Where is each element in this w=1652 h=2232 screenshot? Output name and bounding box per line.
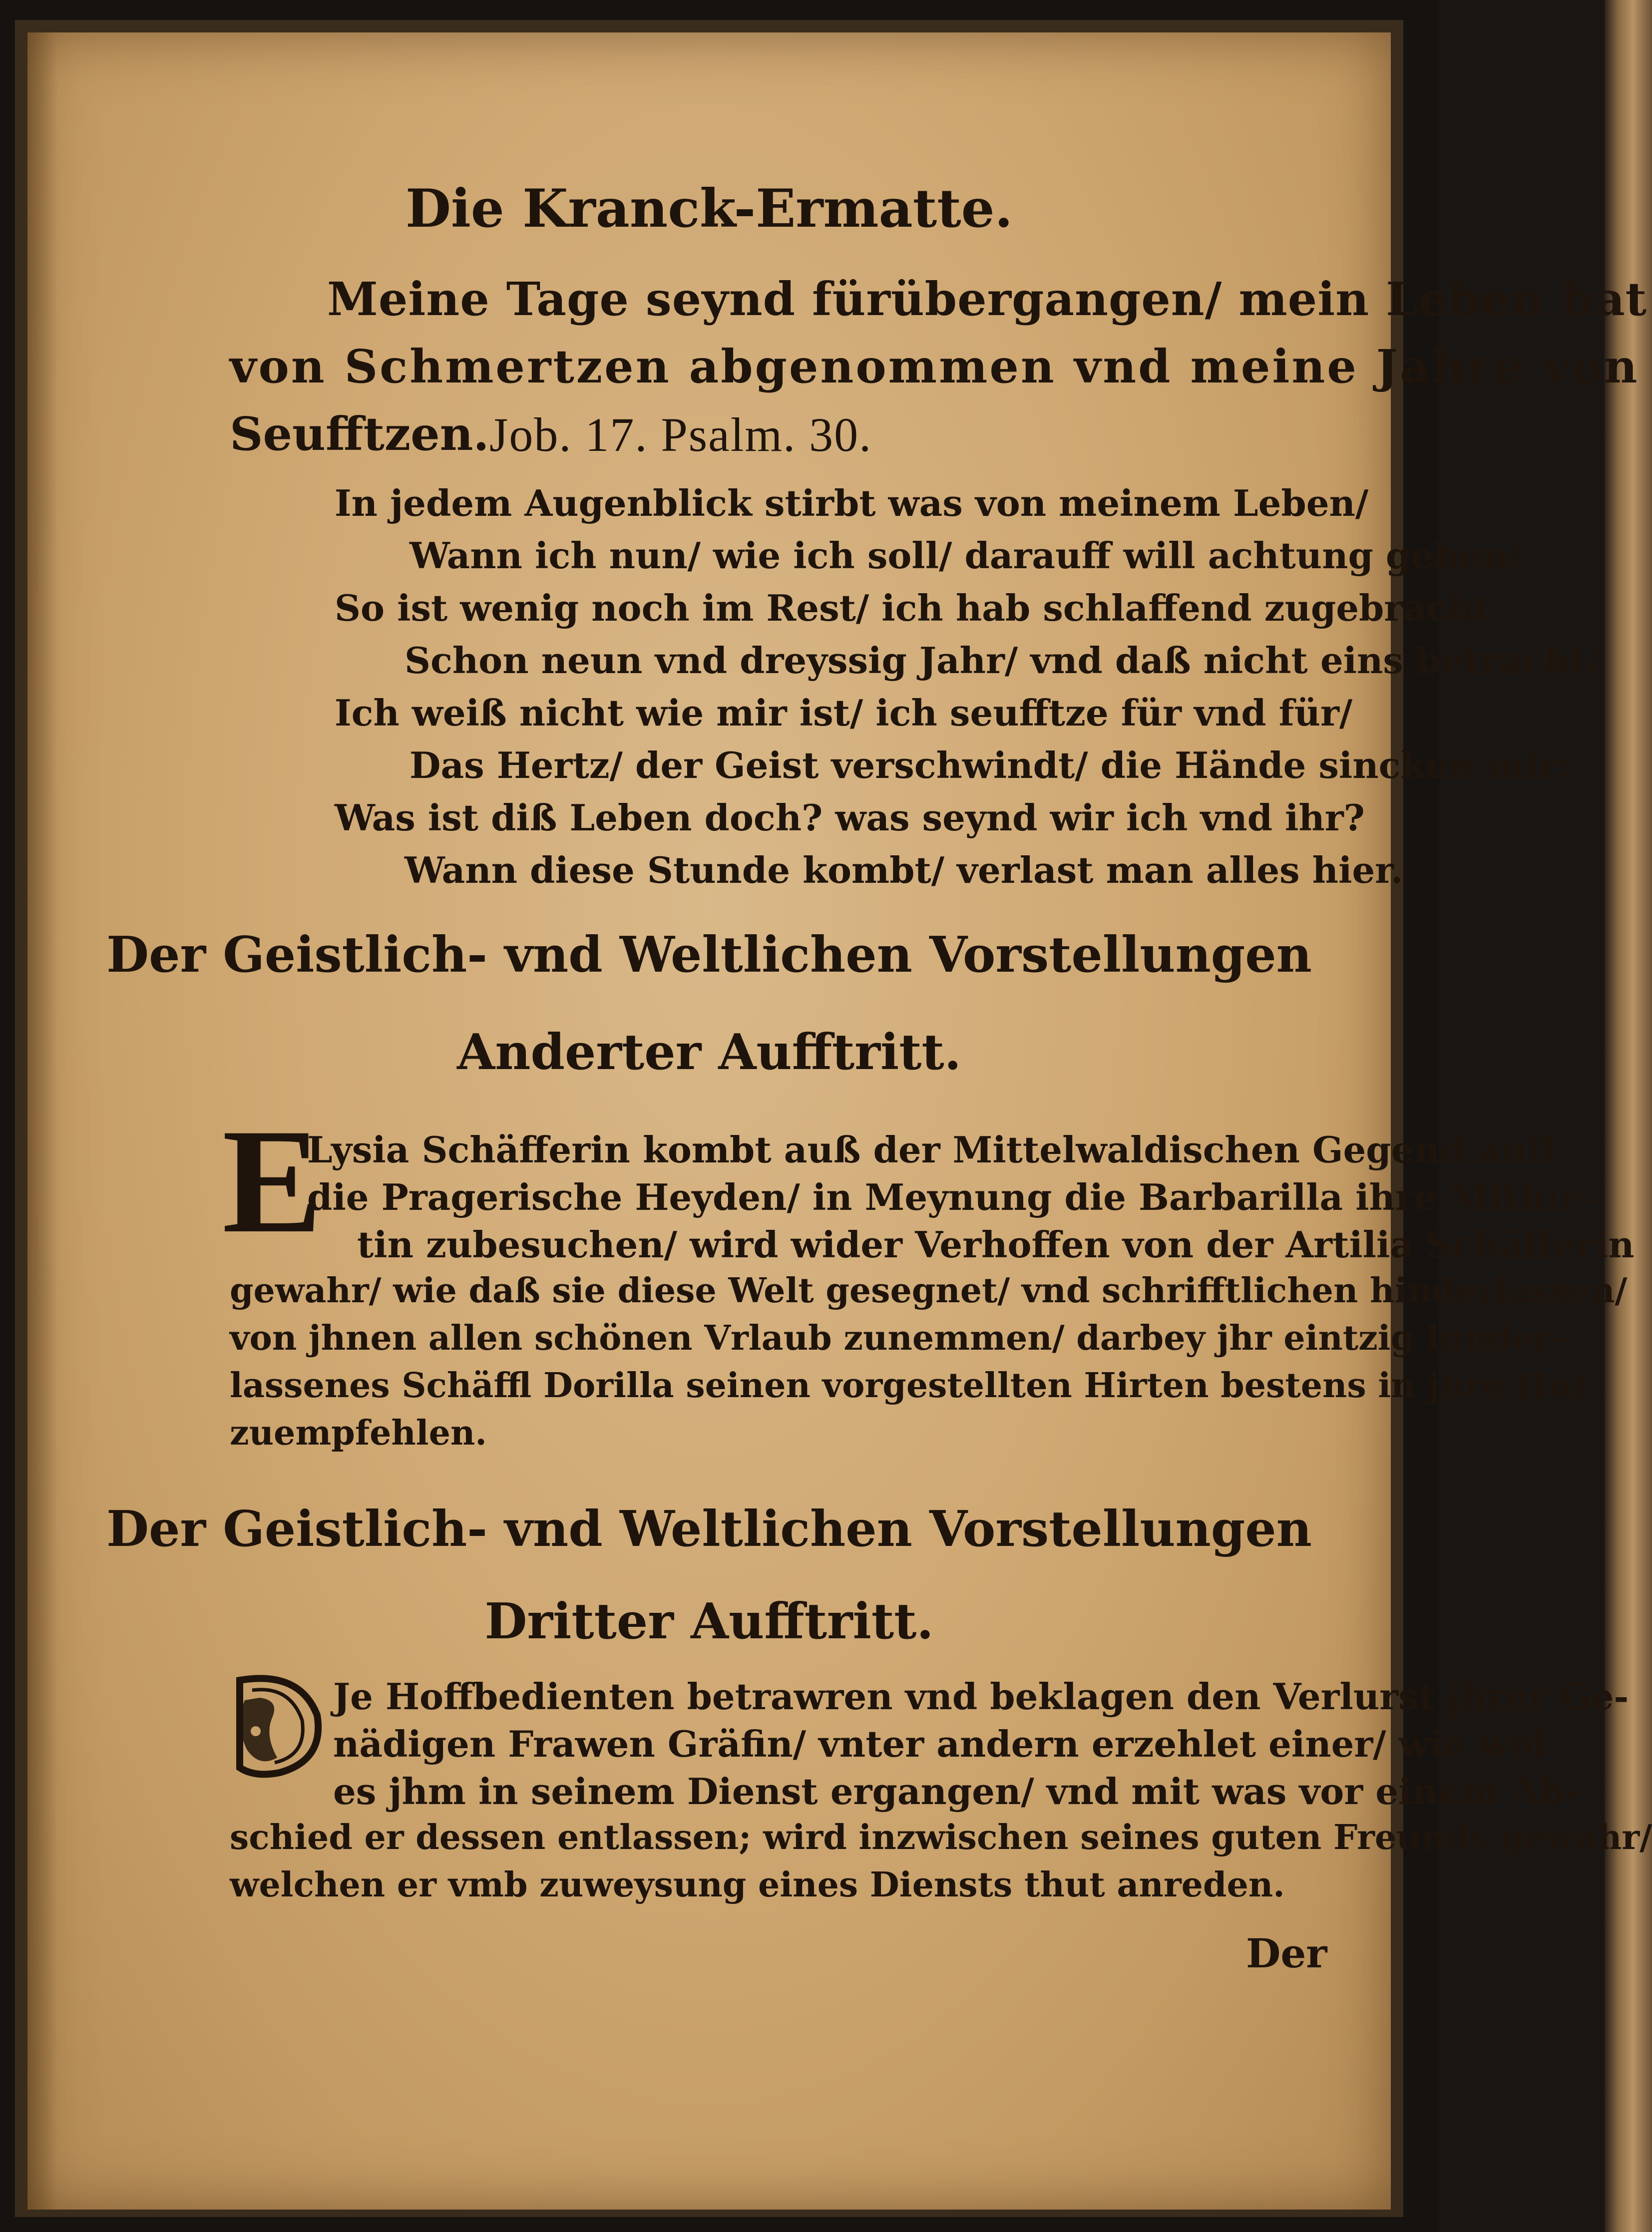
paragraph-line: Lysia Schäfferin kombt auß der Mittelwaldischen Gegend auff [307, 1128, 1557, 1171]
poem-line: Wann diese Stunde kombt/ verlast man alles hier. [405, 849, 1403, 891]
section-heading: Der Geistlich- vnd Weltlichen Vorstellungen [106, 926, 1312, 984]
paragraph-line: Je Hoffbedienten betrawren vnd beklagen den Verlurst jhrer Ge- [333, 1675, 1629, 1718]
poem-line: In jedem Augenblick stirbt was von meinem Leben/ [335, 482, 1369, 524]
ornamental-initial-icon [225, 1670, 330, 1780]
paragraph-line: zuempfehlen. [230, 1413, 487, 1453]
drop-cap-letter: E [222, 1098, 323, 1264]
section-subheading: Dritter Aufftritt. [484, 1593, 934, 1650]
paragraph-line: gewahr/ wie daß sie diese Welt gesegnet/ vnd schrifftlichen hinderlassen/ [230, 1271, 1628, 1311]
paragraph-line: nädigen Frawen Gräfin/ vnter andern erzehlet einer/ wie wol [333, 1723, 1548, 1765]
paragraph-line: die Pragerische Heyden/ in Meynung die Barbarilla ihre Mithir- [307, 1176, 1594, 1218]
page-edge [1605, 0, 1652, 2232]
paragraph-line: von jhnen allen schönen Vrlaub zunemmen/ darbey jhr eintzig hinder- [230, 1318, 1566, 1358]
poem-line: Was ist diß Leben doch? was seynd wir ich vnd ihr? [335, 796, 1365, 839]
paragraph-line: welchen er vmb zuweysung eines Diensts thut anreden. [230, 1865, 1285, 1905]
poem-line: Das Hertz/ der Geist verschwindt/ die Hände sincken mir: [410, 744, 1571, 786]
quote-line: Seufftzen. [230, 407, 489, 461]
quote-line: Meine Tage seynd fürübergangen/ mein Leben hat [327, 272, 1648, 326]
paragraph-line: lassenes Schäffl Dorilla seinen vorgestellten Hirten bestens in jhre Hut [230, 1366, 1589, 1406]
bible-reference: Job. 17. Psalm. 30. [489, 408, 872, 461]
section-subheading: Anderter Aufftritt. [457, 1024, 961, 1081]
heading-title: Die Kranck-Ermatte. [405, 177, 1013, 239]
poem-line: Ich weiß nicht wie mir ist/ ich seufftze für vnd für/ [335, 692, 1353, 734]
poem-line: So ist wenig noch im Rest/ ich hab schlaffend zugebracht [335, 587, 1491, 629]
section-heading: Der Geistlich- vnd Weltlichen Vorstellungen [106, 1500, 1312, 1558]
book-page [27, 32, 1652, 2210]
poem-line: Wann ich nun/ wie ich soll/ darauff will achtung geben/ [410, 534, 1521, 577]
paragraph-line: es jhm in seinem Dienst ergangen/ vnd mit was vor einem Ab- [333, 1770, 1580, 1813]
catchword: Der [1246, 1930, 1327, 1977]
poem-line: Schon neun vnd dreyssig Jahr/ vnd daß nicht eins betracht/ [405, 639, 1601, 682]
paragraph-line: tin zubesuchen/ wird wider Verhoffen von der Artilia Schäfferin [357, 1223, 1635, 1266]
paragraph-line: schied er dessen entlassen; wird inzwischen seines guten Freunds gewahr/ [230, 1818, 1652, 1858]
quote-line: von Schmertzen abgenommen vnd meine Jahre von [230, 340, 1640, 393]
